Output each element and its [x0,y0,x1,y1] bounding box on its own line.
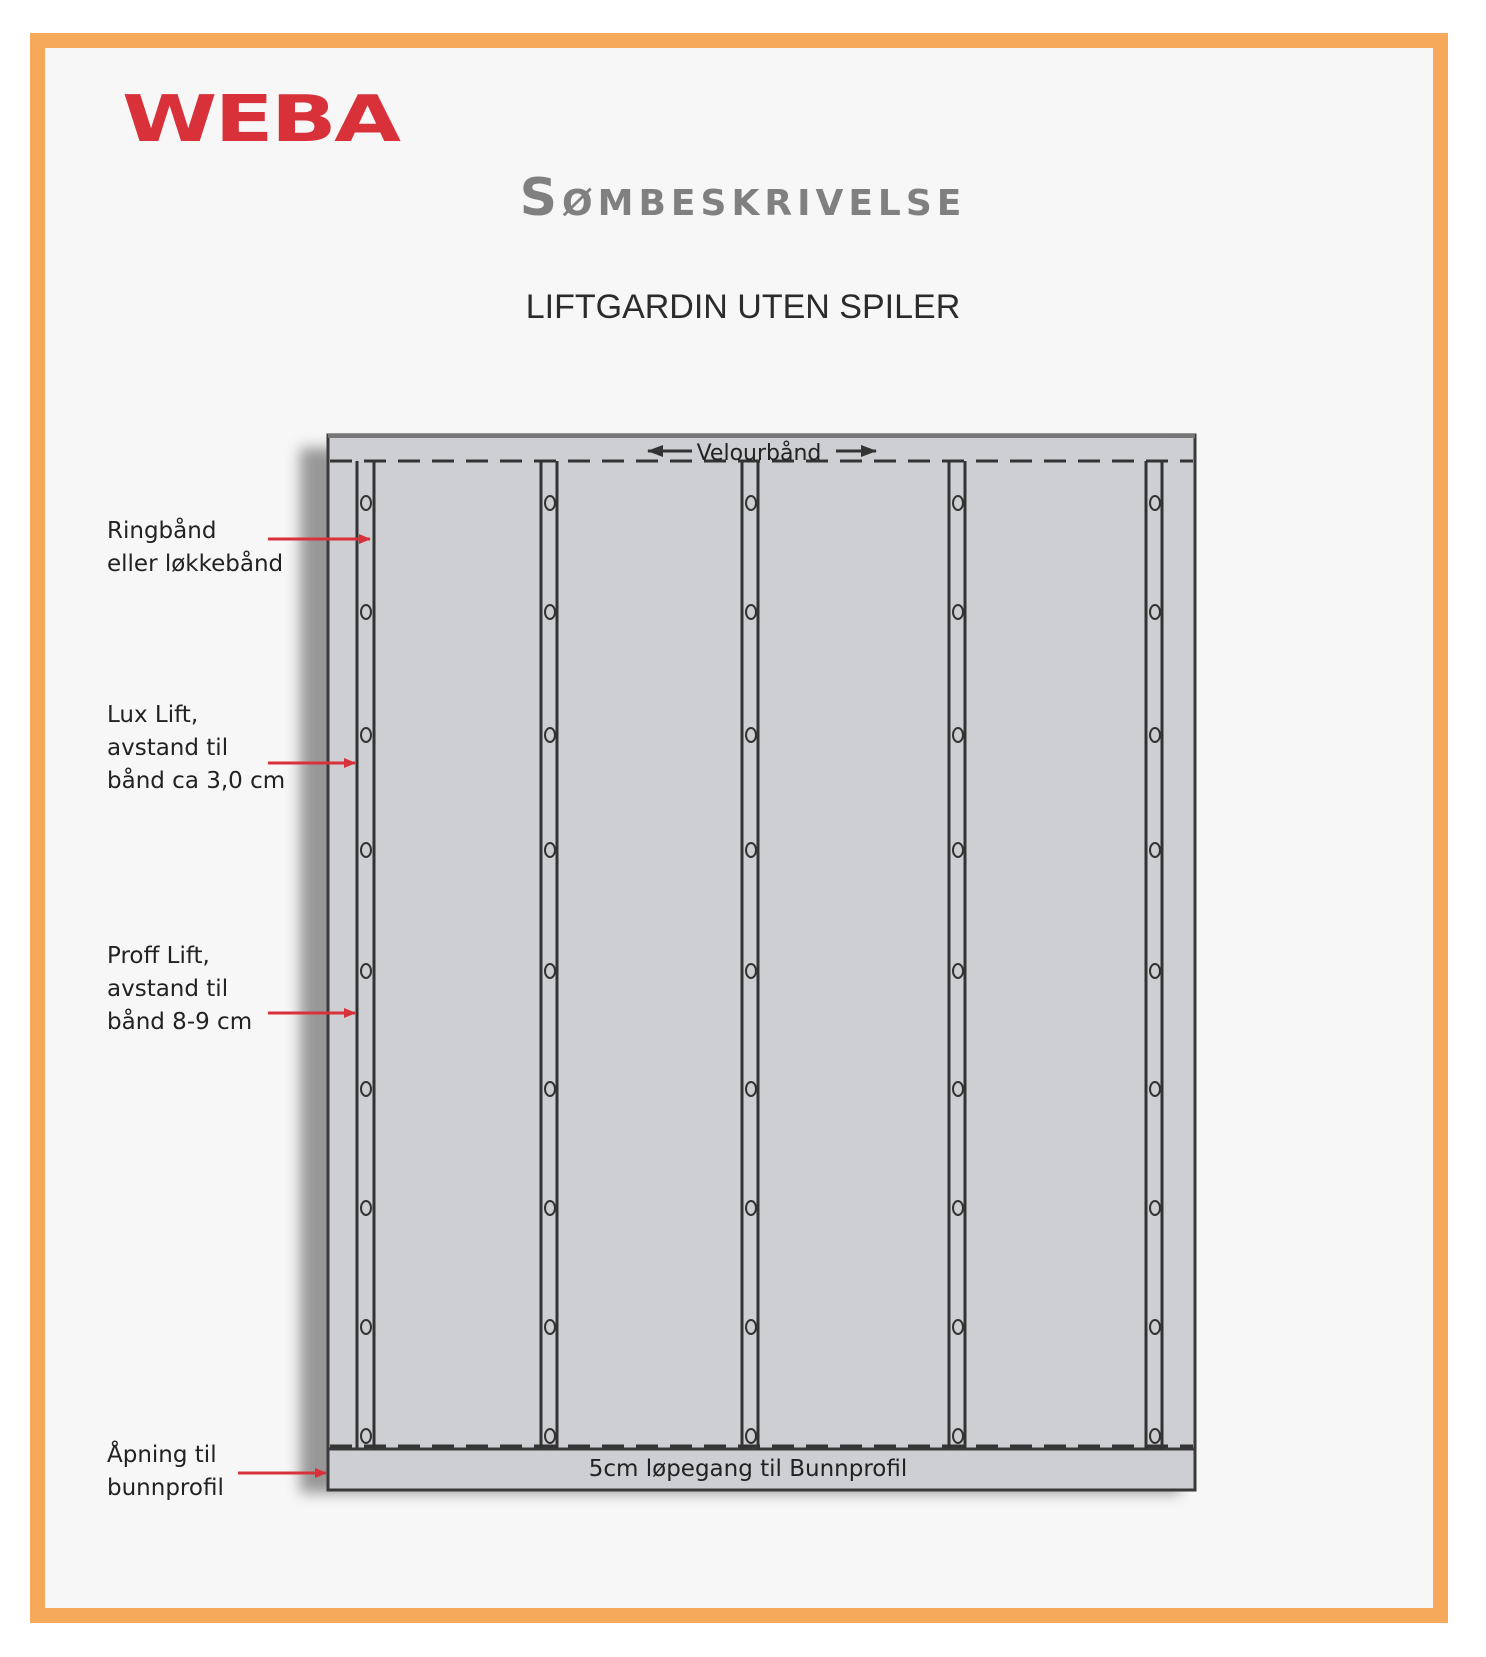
callout-profflift-line-3: bånd 8-9 cm [107,1009,253,1035]
callout-luxlift [107,699,285,798]
callout-profflift-line-1: Proff Lift, [107,943,210,969]
page-title: Sømbeskrivelse [519,168,967,228]
callout-luxlift-line-3: bånd ca 3,0 cm [107,768,286,794]
curtain-panel [328,435,1195,1490]
callout-luxlift-line-1: Lux Lift, [107,702,199,728]
callout-bottom-opening-line-1: Åpning til [107,1442,217,1468]
callout-profflift [107,940,252,1039]
callout-ringband [107,515,283,581]
callout-bottom-opening-line-2: bunnprofil [107,1475,224,1501]
page-subtitle: LIFTGARDIN UTEN SPILER [525,288,961,326]
weba-logo: WEBA [122,83,399,157]
callout-ringband-line-1: Ringbånd [107,518,217,544]
velour-label: Velourbånd [696,441,822,466]
callout-luxlift-line-2: avstand til [107,735,229,761]
callout-bottom-opening [107,1439,224,1505]
callout-ringband-line-2: eller løkkebånd [107,551,284,577]
bottom-pocket-label: 5cm løpegang til Bunnprofil [588,1456,908,1482]
callout-profflift-line-2: avstand til [107,976,229,1002]
